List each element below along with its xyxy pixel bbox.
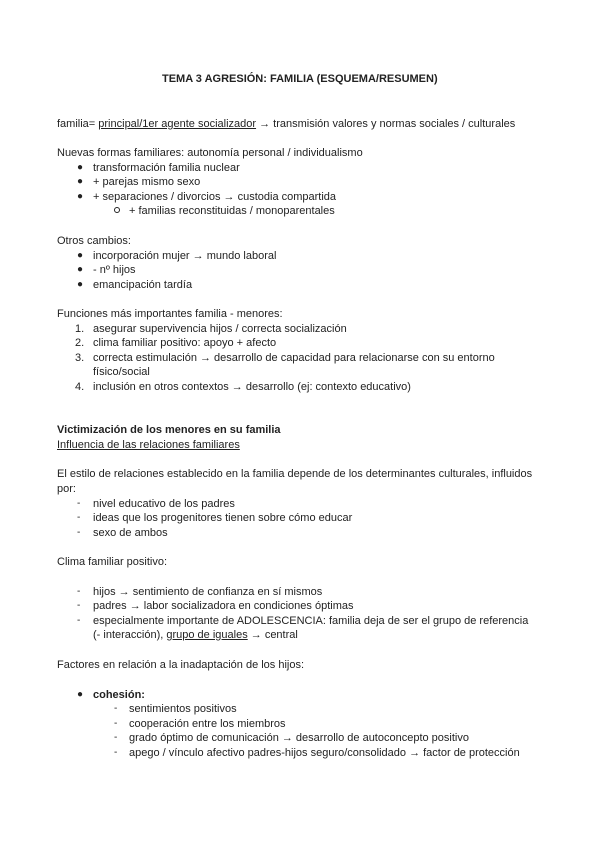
funciones-num: 4.: [75, 381, 85, 393]
victimizacion-subheading: Influencia de las relaciones familiares: [57, 439, 240, 451]
bullet-dot: ●: [77, 689, 84, 700]
cohesion-item: cooperación entre los miembros: [129, 718, 286, 730]
clima-cont-suffix: → central: [247, 629, 298, 641]
nuevas-item: + separaciones / divorcios → custodia compartida: [93, 191, 337, 203]
bullet-dash: -: [114, 732, 118, 743]
page-title: TEMA 3 AGRESIÓN: FAMILIA (ESQUEMA/RESUMEN): [162, 73, 438, 85]
bullet-dash: -: [77, 498, 81, 509]
cohesion-item: grado óptimo de comunicación → desarrollo de autoconcepto positivo: [129, 732, 469, 744]
familia-suffix: → transmisión valores y normas sociales / culturales: [256, 118, 516, 130]
bullet-dot: ●: [77, 176, 84, 187]
bullet-dash: -: [77, 512, 81, 523]
cohesion-item: sentimientos positivos: [129, 703, 237, 715]
funciones-num: 2.: [75, 337, 85, 349]
funciones-item: asegurar supervivencia hijos / correcta socialización: [93, 323, 347, 335]
bullet-dash: -: [114, 747, 118, 758]
funciones-num: 1.: [75, 323, 85, 335]
clima-heading: Clima familiar positivo:: [57, 556, 168, 568]
funciones-item: inclusión en otros contextos → desarrollo (ej: contexto educativo): [93, 381, 411, 393]
otros-item: emancipación tardía: [93, 279, 193, 291]
otros-heading: Otros cambios:: [57, 235, 131, 247]
estilo-para: por:: [57, 483, 76, 495]
bullet-dot: ●: [77, 264, 84, 275]
bullet-dash: -: [77, 586, 81, 597]
bullet-dot: ●: [77, 250, 84, 261]
otros-item: - nº hijos: [93, 264, 136, 276]
funciones-item-cont: físico/social: [93, 366, 150, 378]
bullet-dash: -: [114, 703, 118, 714]
familia-prefix: familia=: [57, 118, 99, 130]
bullet-dash: -: [77, 527, 81, 538]
estilo-para: El estilo de relaciones establecido en la familia depende de los determinantes culturales, influidos: [57, 468, 533, 480]
victimizacion-heading: Victimización de los menores en su familia: [57, 424, 281, 436]
bullet-dash: -: [114, 718, 118, 729]
clima-cont-underlined: grupo de iguales: [166, 629, 248, 641]
estilo-item: sexo de ambos: [93, 527, 168, 539]
estilo-item: ideas que los progenitores tienen sobre cómo educar: [93, 512, 353, 524]
nuevas-subitem: + familias reconstituidas / monoparentales: [129, 205, 335, 217]
nuevas-heading: Nuevas formas familiares: autonomía personal / individualismo: [57, 147, 363, 159]
clima-item-cont: [93, 628, 298, 642]
bullet-dot: ●: [77, 191, 84, 202]
clima-item: hijos → sentimiento de confianza en sí mismos: [93, 586, 323, 598]
cohesion-item: apego / vínculo afectivo padres-hijos seguro/consolidado → factor de protección: [129, 747, 520, 759]
clima-cont-prefix: (- interacción),: [93, 629, 167, 641]
bullet-dot: ●: [77, 162, 84, 173]
cohesion-label: cohesión:: [93, 689, 145, 701]
nuevas-item: + parejas mismo sexo: [93, 176, 201, 188]
familia-line: [57, 117, 515, 131]
funciones-item: clima familiar positivo: apoyo + afecto: [93, 337, 277, 349]
bullet-dot: ●: [77, 279, 84, 290]
familia-underlined: principal/1er agente socializador: [98, 118, 257, 130]
estilo-item: nivel educativo de los padres: [93, 498, 235, 510]
clima-item: especialmente importante de ADOLESCENCIA: familia deja de ser el grupo de referencia: [93, 615, 529, 627]
funciones-num: 3.: [75, 352, 85, 364]
nuevas-item: transformación familia nuclear: [93, 162, 240, 174]
bullet-circle: [114, 207, 120, 213]
clima-item: padres → labor socializadora en condiciones óptimas: [93, 600, 354, 612]
funciones-heading: Funciones más importantes familia - menores:: [57, 308, 283, 320]
bullet-dash: -: [77, 615, 81, 626]
otros-item: incorporación mujer → mundo laboral: [93, 250, 277, 262]
funciones-item: correcta estimulación → desarrollo de capacidad para relacionarse con su entorno: [93, 352, 495, 364]
bullet-dash: -: [77, 600, 81, 611]
factores-heading: Factores en relación a la inadaptación de los hijos:: [57, 659, 305, 671]
